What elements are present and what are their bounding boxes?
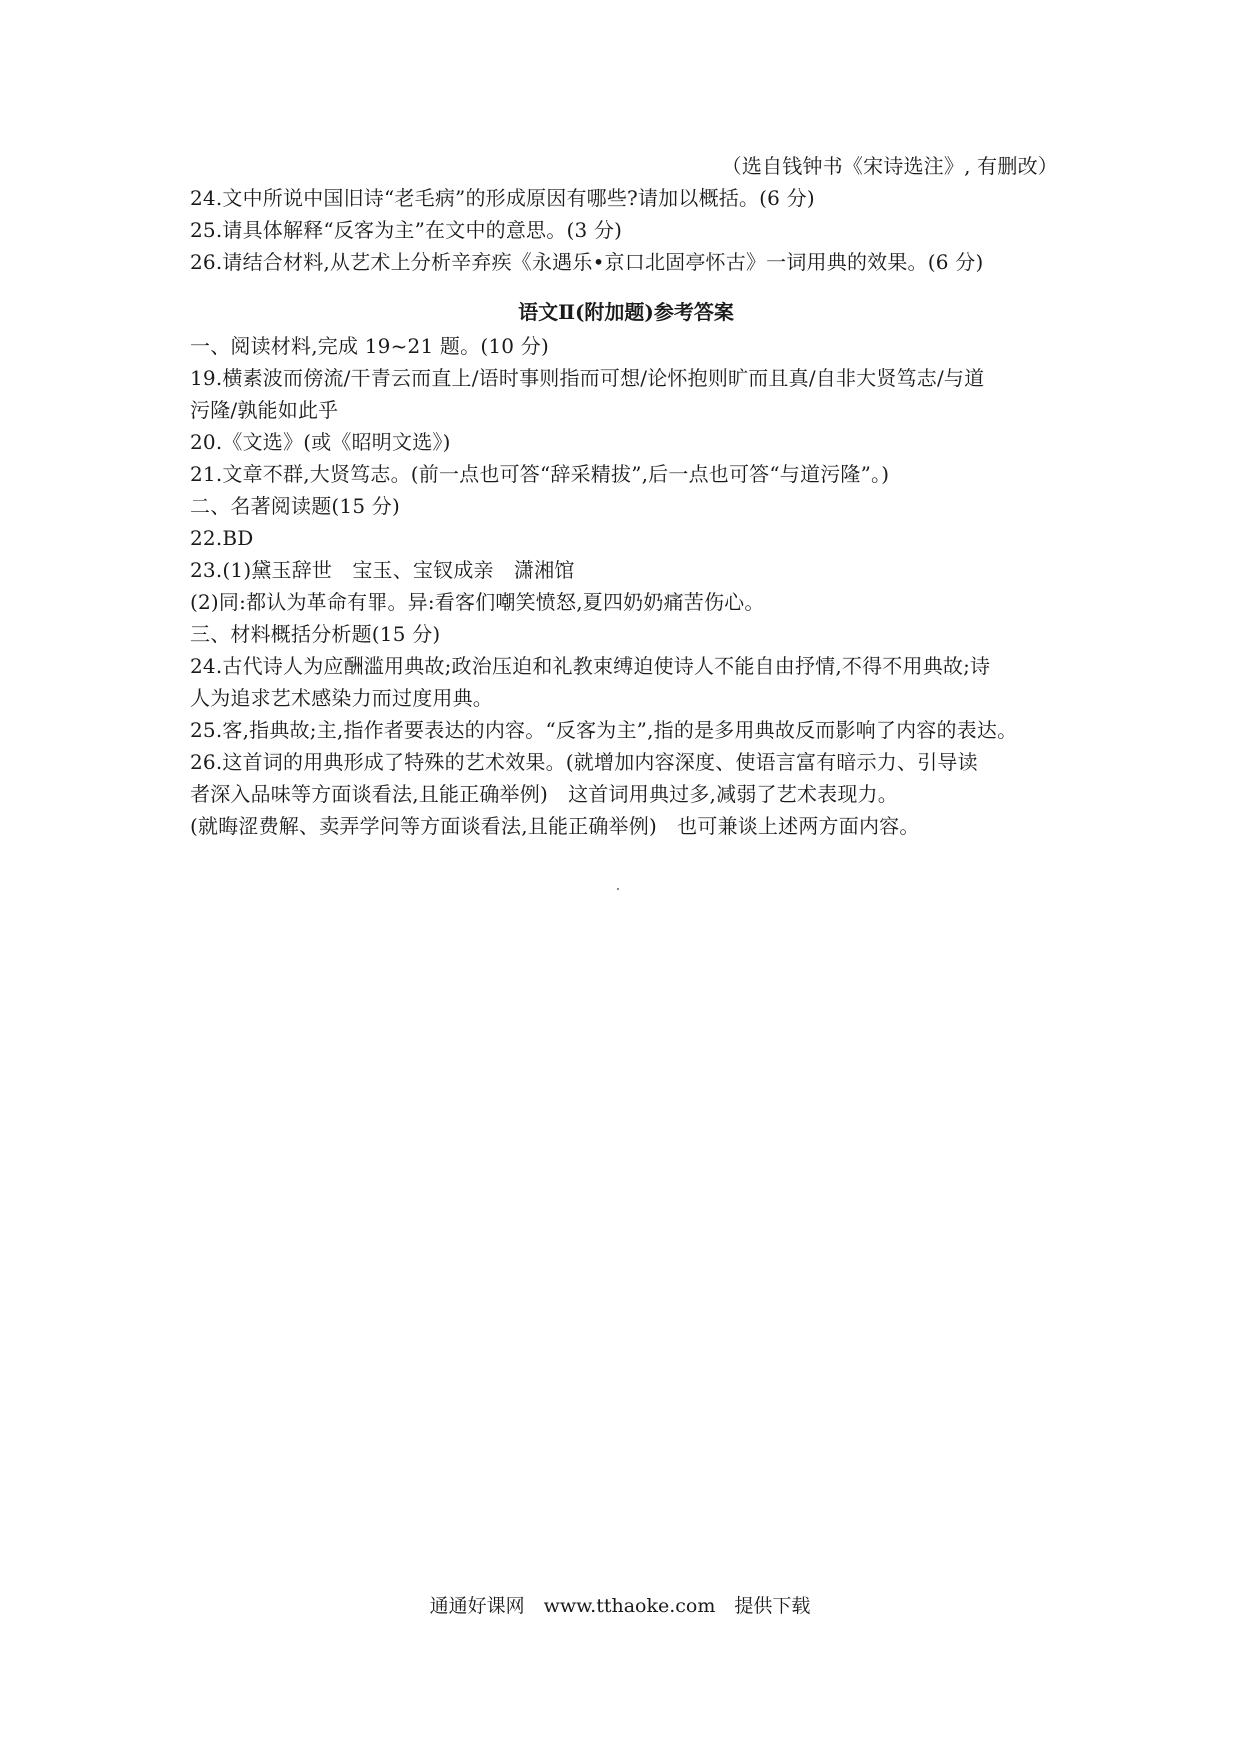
answer-19-line-2: 污隆/孰能如此乎 — [190, 398, 339, 422]
section-heading-3: 三、材料概括分析题(15 分) — [190, 622, 441, 646]
document-body — [190, 150, 1062, 842]
answer-26-line-2: 者深入品味等方面谈看法,且能正确举例) 这首词用典过多,减弱了艺术表现力。 — [190, 782, 898, 806]
question-25: 25.请具体解释“反客为主”在文中的意思。(3 分) — [190, 218, 623, 242]
answer-25: 25.客,指典故;主,指作者要表达的内容。“反客为主”,指的是多用典故反而影响了内容的表达。 — [190, 718, 1018, 742]
scan-speck — [617, 888, 619, 890]
question-24: 24.文中所说中国旧诗“老毛病”的形成原因有哪些?请加以概括。(6 分) — [190, 186, 815, 210]
section-heading-1: 一、阅读材料,完成 19~21 题。(10 分) — [190, 334, 549, 358]
answer-26-line-3: (就晦涩费解、卖弄学问等方面谈看法,且能正确举例) 也可兼谈上述两方面内容。 — [190, 814, 920, 838]
answer-23-part-2: (2)同:都认为革命有罪。异:看客们嘲笑愤怒,夏四奶奶痛苦伤心。 — [190, 590, 765, 614]
answer-23-part-1: 23.(1)黛玉辞世 宝玉、宝钗成亲 潇湘馆 — [190, 558, 575, 582]
spacer — [190, 278, 1062, 296]
footer-watermark: 通通好课网 www.tthaoke.com 提供下载 — [429, 1595, 811, 1617]
section-heading-2: 二、名著阅读题(15 分) — [190, 494, 401, 518]
answer-26-line-1: 26.这首词的用典形成了特殊的艺术效果。(就增加内容深度、使语言富有暗示力、引导读 — [190, 750, 978, 774]
answer-24-line-1: 24.古代诗人为应酬滥用典故;政治压迫和礼教束缚迫使诗人不能自由抒情,不得不用典故;诗 — [190, 654, 991, 678]
question-26: 26.请结合材料,从艺术上分析辛弃疾《永遇乐•京口北固亭怀古》一词用典的效果。(6 分) — [190, 250, 984, 274]
answer-21: 21.文章不群,大贤笃志。(前一点也可答“辞采精拔”,后一点也可答“与道污隆”。) — [190, 462, 890, 486]
answer-20: 20.《文选》(或《昭明文选》) — [190, 430, 451, 454]
answer-19-line-1: 19.横素波而傍流/干青云而直上/语时事则指而可想/论怀抱则旷而且真/自非大贤笃志/与道 — [190, 366, 985, 390]
answer-key-title: 语文Ⅱ(附加题)参考答案 — [518, 300, 734, 324]
answer-22: 22.BD — [190, 526, 254, 550]
answer-24-line-2: 人为追求艺术感染力而过度用典。 — [190, 686, 493, 710]
source-note: （选自钱钟书《宋诗选注》, 有删改） — [721, 154, 1058, 178]
